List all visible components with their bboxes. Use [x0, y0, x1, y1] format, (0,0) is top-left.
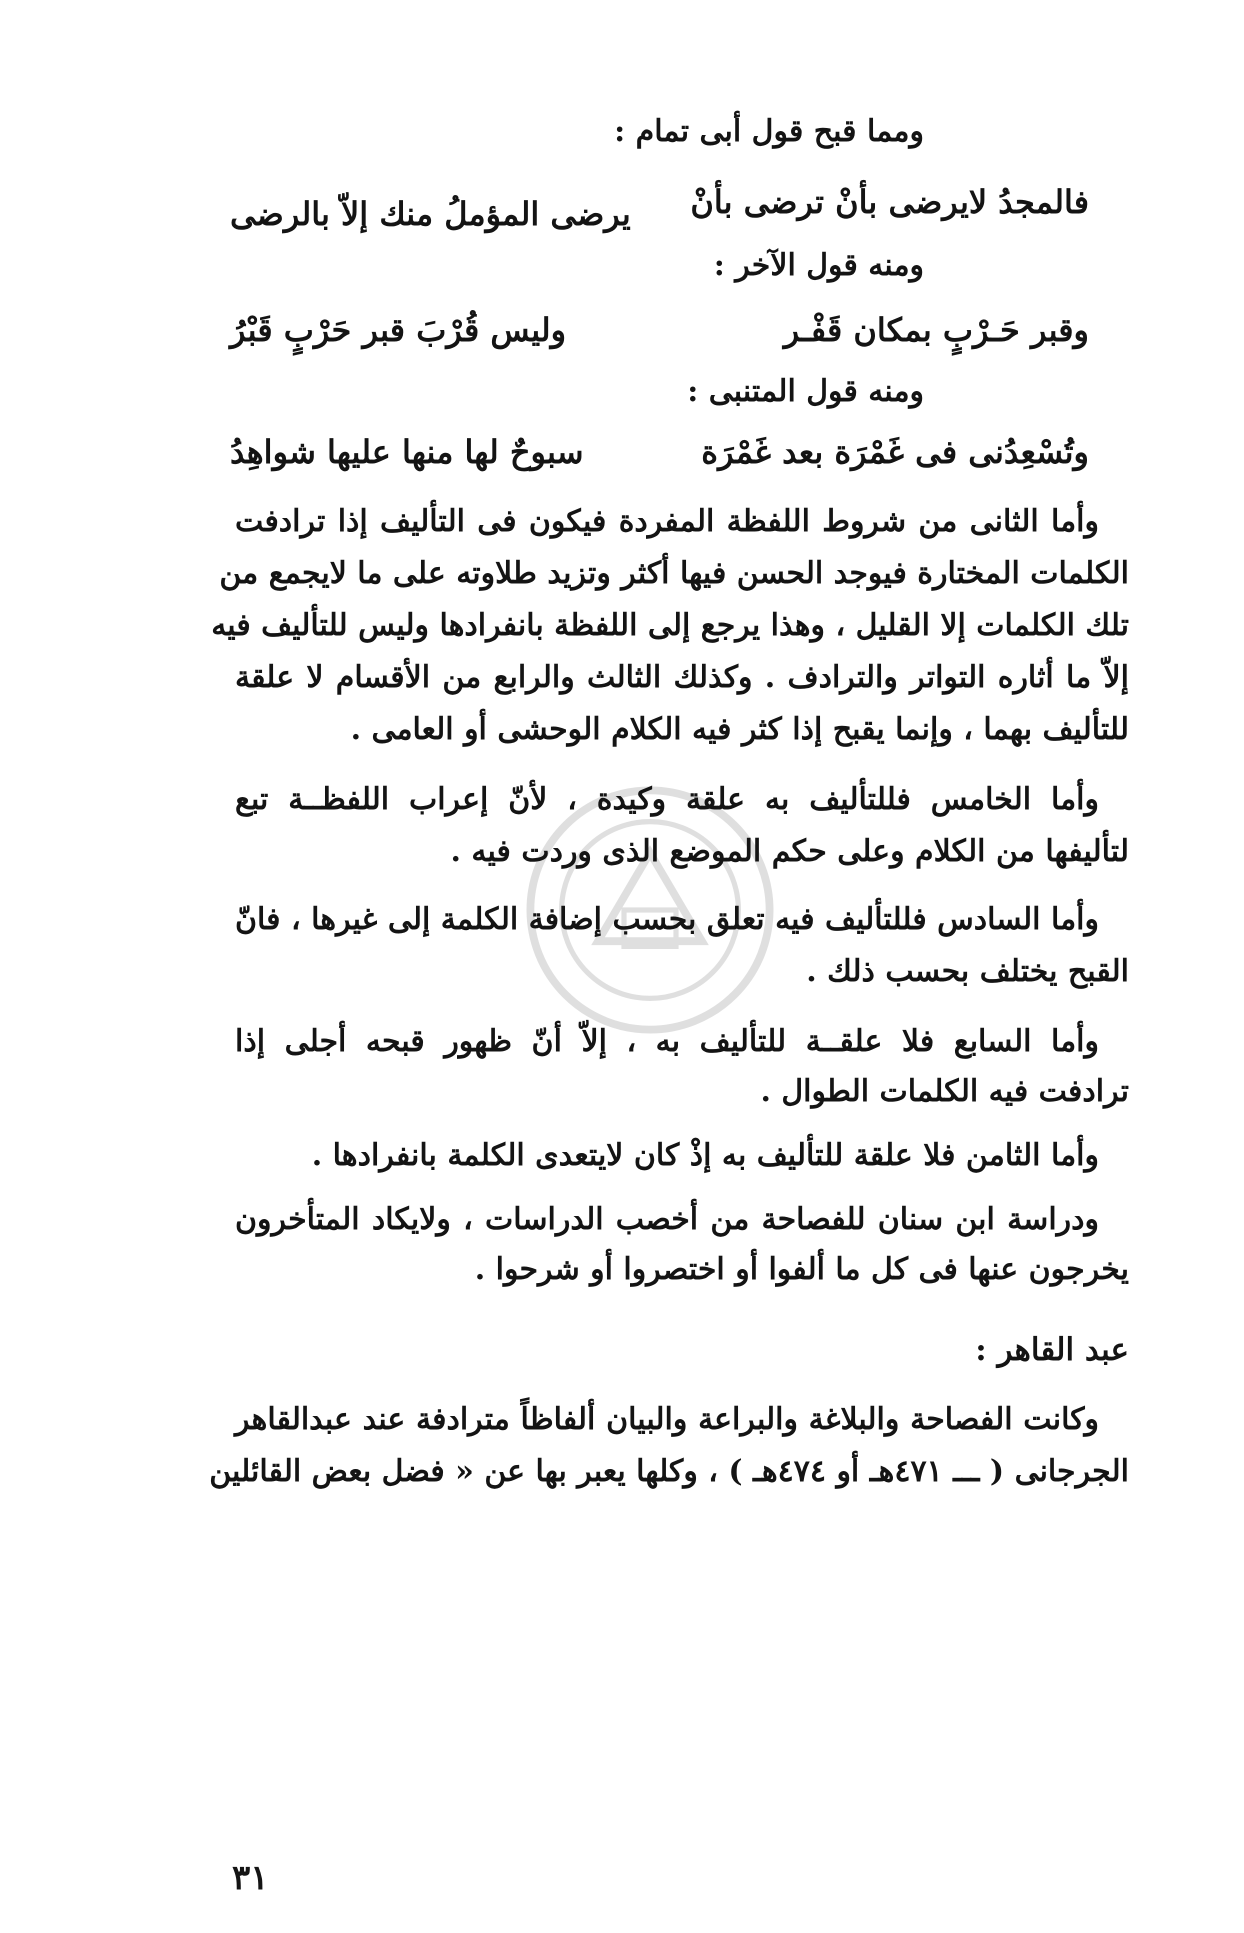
verse-3-first-hemistich: وتُسْعِدُنى فى غَمْرَة بعد غَمْرَة — [701, 433, 1089, 471]
intro-line-other-poet: ومنه قول الآخر : — [713, 248, 924, 283]
paragraph-7-line-1: وكانت الفصاحة والبلاغة والبراعة والبيان ألفاظاً مترادفة عند عبدالقاهر — [235, 1402, 1099, 1437]
paragraph-2-line-2: لتأليفها من الكلام وعلى حكم الموضع الذى وردت فيه . — [450, 834, 1129, 869]
section-heading-abd-al-qahir: عبد القاهر : — [975, 1332, 1129, 1368]
verse-2-first-hemistich: وقبر حَـرْبٍ بمكان قَفْـر — [783, 311, 1089, 349]
paragraph-6-line-2: يخرجون عنها فى كل ما ألفوا أو اختصروا أو شرحوا . — [474, 1252, 1129, 1287]
verse-3-second-hemistich: سبوحٌ لها منها عليها شواهِدُ — [230, 433, 584, 471]
page-number: ٣١ — [232, 1858, 269, 1898]
paragraph-1-line-4: إلاّ ما أثاره التواتر والترادف . وكذلك الثالث والرابع من الأقسام لا علقة — [235, 660, 1129, 695]
paragraph-1-line-5: للتأليف بهما ، وإنما يقبح إذا كثر فيه الكلام الوحشى أو العامى . — [350, 712, 1129, 747]
paragraph-1-line-2: الكلمات المختارة فيوجد الحسن فيها أكثر وتزيد طلاوته على ما لايجمع من — [219, 556, 1129, 591]
paragraph-1-line-1: وأما الثانى من شروط اللفظة المفردة فيكون فى التأليف إذا ترادفت — [235, 504, 1099, 539]
verse-1-second-hemistich: يرضى المؤملُ منك إلاّ بالرضى — [230, 195, 631, 233]
verse-2-second-hemistich: وليس قُرْبَ قبر حَرْبٍ قَبْرُ — [230, 311, 567, 349]
intro-line-mutanabbi: ومنه قول المتنبى : — [687, 374, 924, 409]
paragraph-3-line-1: وأما السادس فللتأليف فيه تعلق بحسب إضافة الكلمة إلى غيرها ، فانّ — [235, 902, 1099, 937]
paragraph-4-line-2: ترادفت فيه الكلمات الطوال . — [760, 1074, 1129, 1109]
paragraph-1-line-3: تلك الكلمات إلا القليل ، وهذا يرجع إلى اللفظة بانفرادها وليس للتأليف فيه — [211, 608, 1129, 643]
paragraph-5-line-1: وأما الثامن فلا علقة للتأليف به إذْ كان لايتعدى الكلمة بانفرادها . — [311, 1138, 1099, 1173]
paragraph-2-line-1: وأما الخامس فللتأليف به علقة وكيدة ، لأنّ إعراب اللفظــة تبع — [235, 782, 1099, 817]
intro-line-abu-tammam: ومما قبح قول أبى تمام : — [614, 114, 924, 149]
verse-1-first-hemistich: فالمجدُ لايرضى بأنْ ترضى بأنْ — [690, 183, 1089, 221]
paragraph-3-line-2: القبح يختلف بحسب ذلك . — [806, 954, 1129, 989]
paragraph-7-line-2: الجرجانى ( ـــ ٤٧١هـ أو ٤٧٤هـ ) ، وكلها يعبر بها عن « فضل بعض القائلين — [209, 1454, 1129, 1489]
paragraph-4-line-1: وأما السابع فلا علقــة للتأليف به ، إلاّ أنّ ظهور قبحه أجلى إذا — [235, 1024, 1099, 1059]
paragraph-6-line-1: ودراسة ابن سنان للفصاحة من أخصب الدراسات ، ولايكاد المتأخرون — [235, 1202, 1099, 1237]
